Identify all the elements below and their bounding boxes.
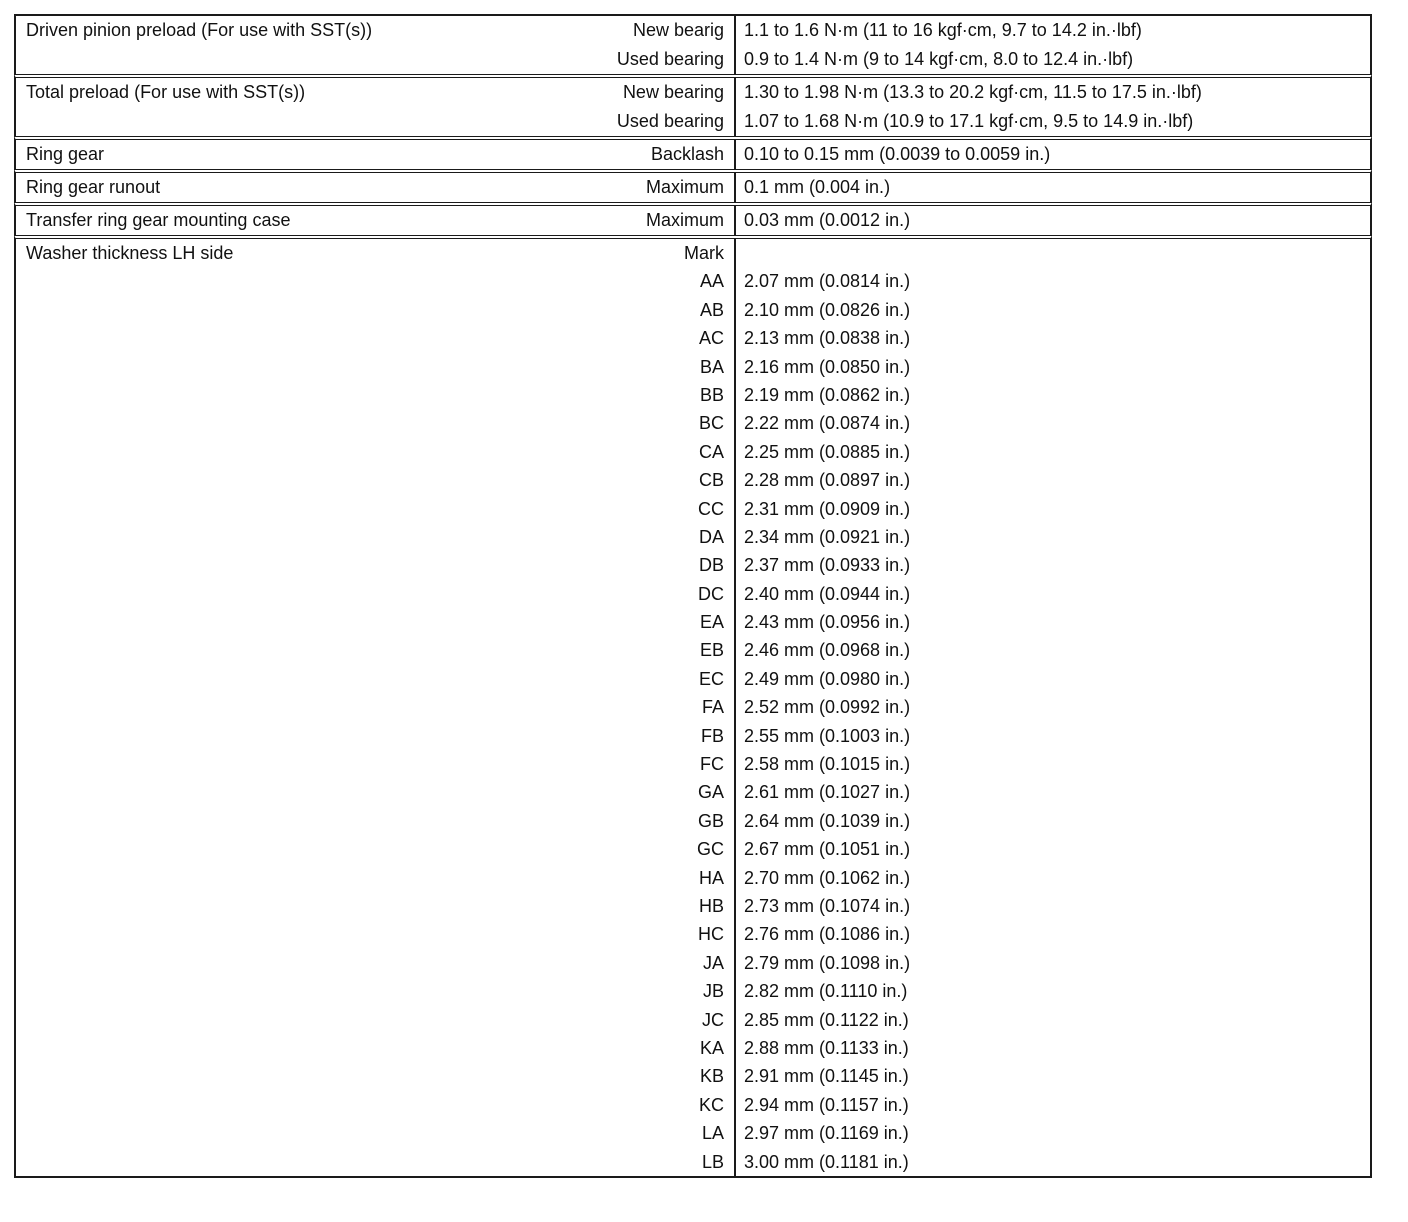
washer-mark: BA <box>699 356 724 377</box>
spec-label-row <box>16 173 734 202</box>
washer-mark: DC <box>698 583 724 604</box>
washer-mark-row <box>16 1148 734 1176</box>
washer-thickness: 2.40 mm (0.0944 in.) <box>744 583 911 604</box>
washer-thickness: 2.73 mm (0.1074 in.) <box>744 895 911 916</box>
washer-thickness: 2.76 mm (0.1086 in.) <box>744 924 911 945</box>
washer-mark-row <box>16 580 734 608</box>
washer-mark: EB <box>699 640 724 661</box>
washer-mark: DB <box>698 555 724 576</box>
washer-mark-row <box>16 636 734 664</box>
washer-mark-row <box>16 523 734 551</box>
washer-mark-row <box>16 381 734 409</box>
washer-thickness: 2.46 mm (0.0968 in.) <box>744 640 911 661</box>
washer-mark: HB <box>698 895 724 916</box>
spec-condition: New bearig <box>632 20 724 40</box>
washer-mark-row <box>16 1091 734 1119</box>
washer-thickness: 2.82 mm (0.1110 in.) <box>744 981 908 1002</box>
washer-header-row <box>16 239 734 267</box>
spec-item-name: Ring gear runout <box>26 177 161 197</box>
spec-condition: Maximum <box>645 177 724 197</box>
washer-mark-row <box>16 466 734 494</box>
washer-value-cell <box>736 239 1370 1176</box>
washer-thickness: 2.94 mm (0.1157 in.) <box>744 1094 909 1115</box>
washer-mark: CC <box>698 498 724 519</box>
spec-item-name: Driven pinion preload (For use with SST(s)) <box>26 20 373 40</box>
spec-value: 0.10 to 0.15 mm (0.0039 to 0.0059 in.) <box>744 144 1051 164</box>
spec-condition: Used bearing <box>616 49 724 69</box>
washer-mark-row <box>16 750 734 778</box>
washer-item-name: Washer thickness LH side <box>26 243 234 263</box>
spec-group <box>14 14 1372 74</box>
washer-mark-row <box>16 495 734 523</box>
spec-table <box>14 14 1372 1178</box>
washer-mark-row <box>16 722 734 750</box>
spec-value-cell <box>736 16 1370 74</box>
washer-mark-row <box>16 864 734 892</box>
washer-mark: JB <box>702 981 724 1002</box>
washer-thickness: 2.55 mm (0.1003 in.) <box>744 725 911 746</box>
spec-label-row <box>16 16 734 45</box>
washer-thickness: 2.88 mm (0.1133 in.) <box>744 1037 909 1058</box>
spec-group <box>14 169 1372 202</box>
spec-label-row <box>16 78 734 107</box>
spec-group <box>14 202 1372 235</box>
washer-thickness: 2.16 mm (0.0850 in.) <box>744 356 911 377</box>
washer-thickness: 2.22 mm (0.0874 in.) <box>744 413 911 434</box>
washer-mark-row <box>16 977 734 1005</box>
washer-mark: AC <box>698 328 724 349</box>
washer-thickness: 2.34 mm (0.0921 in.) <box>744 526 911 547</box>
spec-condition: Backlash <box>650 144 724 164</box>
spec-value: 0.1 mm (0.004 in.) <box>744 177 891 197</box>
spec-label-cell <box>16 173 736 202</box>
washer-thickness: 2.91 mm (0.1145 in.) <box>744 1066 909 1087</box>
washer-mark-row <box>16 892 734 920</box>
washer-thickness: 2.61 mm (0.1027 in.) <box>744 782 911 803</box>
washer-mark: GB <box>697 810 724 831</box>
washer-mark: CA <box>698 441 724 462</box>
washer-thickness: 2.37 mm (0.0933 in.) <box>744 555 911 576</box>
washer-value-blank <box>736 239 1370 267</box>
spec-value-cell <box>736 206 1370 235</box>
washer-thickness: 2.49 mm (0.0980 in.) <box>744 668 911 689</box>
spec-label-cell <box>16 206 736 235</box>
spec-label-row <box>16 140 734 169</box>
washer-mark-row <box>16 324 734 352</box>
washer-mark-row <box>16 1034 734 1062</box>
washer-mark: JC <box>702 1009 724 1030</box>
washer-mark-row <box>16 807 734 835</box>
washer-thickness: 2.58 mm (0.1015 in.) <box>744 754 911 775</box>
washer-mark: KA <box>699 1037 724 1058</box>
spec-value-cell <box>736 173 1370 202</box>
washer-mark-row <box>16 949 734 977</box>
washer-thickness: 2.79 mm (0.1098 in.) <box>744 952 911 973</box>
washer-mark-row <box>16 608 734 636</box>
spec-condition: New bearing <box>622 82 724 102</box>
spec-value: 0.9 to 1.4 N·m (9 to 14 kgf·cm, 8.0 to 12.4 in.·lbf) <box>744 49 1134 69</box>
washer-mark-row <box>16 665 734 693</box>
washer-mark: KB <box>699 1066 724 1087</box>
spec-group <box>14 74 1372 136</box>
washer-thickness: 2.31 mm (0.0909 in.) <box>744 498 911 519</box>
washer-thickness: 2.10 mm (0.0826 in.) <box>744 299 911 320</box>
washer-label-cell <box>16 239 736 1176</box>
washer-mark: FC <box>700 754 724 775</box>
washer-mark-row <box>16 409 734 437</box>
washer-mark: AB <box>699 299 724 320</box>
spec-value: 0.03 mm (0.0012 in.) <box>744 210 911 230</box>
washer-mark: AA <box>699 271 724 292</box>
washer-mark: LB <box>701 1151 724 1172</box>
washer-mark-row <box>16 296 734 324</box>
washer-mark: HC <box>698 924 724 945</box>
washer-mark: GC <box>697 839 724 860</box>
spec-item-name: Total preload (For use with SST(s)) <box>26 82 306 102</box>
spec-label-row <box>16 107 734 136</box>
washer-mark-row <box>16 551 734 579</box>
washer-thickness: 3.00 mm (0.1181 in.) <box>744 1151 909 1172</box>
washer-mark: CB <box>698 470 724 491</box>
washer-mark-row <box>16 693 734 721</box>
spec-label-cell <box>16 78 736 136</box>
washer-mark-row <box>16 778 734 806</box>
spec-item-name: Ring gear <box>26 144 105 164</box>
washer-thickness: 2.67 mm (0.1051 in.) <box>744 839 911 860</box>
washer-mark: FA <box>701 697 724 718</box>
washer-thickness: 2.28 mm (0.0897 in.) <box>744 470 911 491</box>
spec-item-name: Transfer ring gear mounting case <box>26 210 291 230</box>
washer-mark-row <box>16 920 734 948</box>
washer-thickness: 2.52 mm (0.0992 in.) <box>744 697 911 718</box>
washer-mark: JA <box>702 952 724 973</box>
washer-thickness: 2.19 mm (0.0862 in.) <box>744 384 911 405</box>
washer-mark-row <box>16 353 734 381</box>
spec-label-row <box>16 206 734 235</box>
washer-mark-row <box>16 1119 734 1147</box>
washer-mark: GA <box>697 782 724 803</box>
washer-thickness: 2.64 mm (0.1039 in.) <box>744 810 911 831</box>
washer-mark: LA <box>701 1123 724 1144</box>
washer-mark: BB <box>699 384 724 405</box>
spec-label-row <box>16 45 734 74</box>
washer-mark: DA <box>698 526 724 547</box>
spec-label-cell <box>16 16 736 74</box>
spec-condition: Maximum <box>645 210 724 230</box>
washer-mark-row <box>16 1006 734 1034</box>
washer-thickness: 2.43 mm (0.0956 in.) <box>744 612 911 633</box>
washer-mark-row <box>16 1062 734 1090</box>
washer-thickness: 2.07 mm (0.0814 in.) <box>744 271 911 292</box>
washer-thickness: 2.97 mm (0.1169 in.) <box>744 1123 909 1144</box>
washer-mark: EC <box>698 668 724 689</box>
washer-mark-row <box>16 835 734 863</box>
washer-thickness: 2.70 mm (0.1062 in.) <box>744 867 911 888</box>
washer-mark: FB <box>700 725 724 746</box>
spec-value: 1.30 to 1.98 N·m (13.3 to 20.2 kgf·cm, 11.5 to 17.5 in.·lbf) <box>744 82 1202 102</box>
washer-mark: KC <box>698 1094 724 1115</box>
washer-mark-row <box>16 438 734 466</box>
washer-mark: HA <box>698 867 724 888</box>
washer-mark-row <box>16 267 734 295</box>
spec-value: 1.07 to 1.68 N·m (10.9 to 17.1 kgf·cm, 9.5 to 14.9 in.·lbf) <box>744 111 1194 131</box>
washer-thickness: 2.13 mm (0.0838 in.) <box>744 328 911 349</box>
washer-thickness: 2.85 mm (0.1122 in.) <box>744 1009 909 1030</box>
spec-condition: Used bearing <box>616 111 724 131</box>
washer-mark: EA <box>699 612 724 633</box>
washer-mark: BC <box>698 413 724 434</box>
spec-group <box>14 136 1372 169</box>
spec-value: 1.1 to 1.6 N·m (11 to 16 kgf·cm, 9.7 to 14.2 in.·lbf) <box>744 20 1142 40</box>
mark-header: Mark <box>684 243 724 263</box>
spec-label-cell <box>16 140 736 169</box>
washer-group <box>14 235 1372 1178</box>
washer-thickness: 2.25 mm (0.0885 in.) <box>744 441 911 462</box>
spec-value-cell <box>736 78 1370 136</box>
spec-value-cell <box>736 140 1370 169</box>
